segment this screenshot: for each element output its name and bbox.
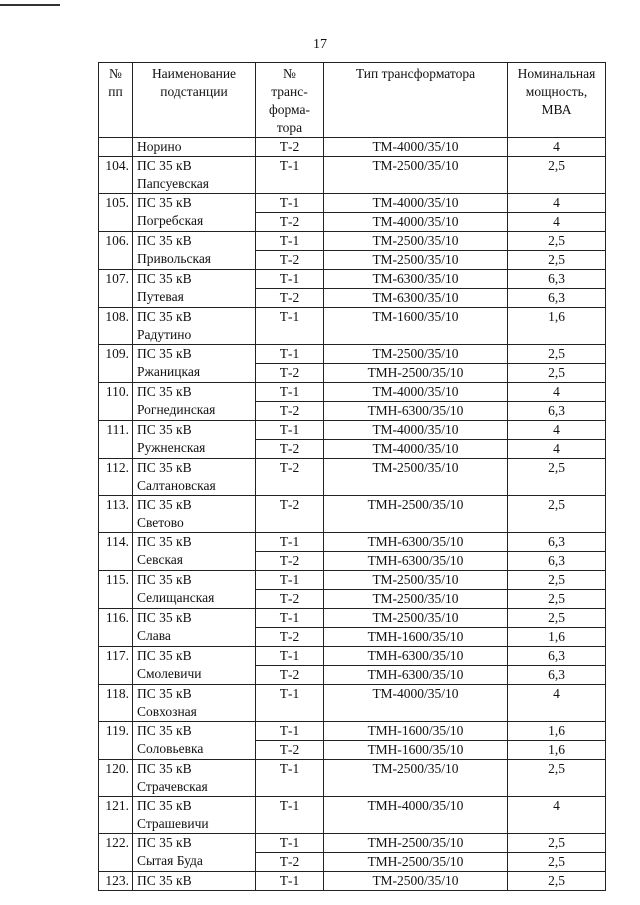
- transformer-type: ТМ-2500/35/10: [372, 460, 459, 475]
- substation-name: [133, 872, 256, 891]
- row-number: 111.: [99, 421, 133, 459]
- substation-name-line: Страшевичи: [137, 816, 209, 831]
- transformer-type-cell: [324, 834, 508, 872]
- transformer-type: ТМ-4000/35/10: [372, 214, 459, 229]
- substation-name-line: Норино: [137, 139, 182, 154]
- transformer-number: Т-1: [279, 873, 300, 888]
- rated-power-cell: [508, 345, 606, 383]
- substation-name: [133, 647, 256, 685]
- table-row: [99, 194, 606, 232]
- transformer-number-cell: [256, 872, 324, 891]
- rated-power: 6,3: [508, 533, 605, 552]
- rated-power: 4: [508, 421, 605, 440]
- substation-name: [133, 157, 256, 194]
- row-number: 122.: [99, 834, 133, 872]
- header-type: Тип трансформатора: [324, 63, 508, 138]
- substation-name-line: Радутино: [137, 327, 192, 342]
- row-number: 118.: [99, 685, 133, 722]
- rated-power: 2,5: [548, 761, 565, 776]
- transformer-number-cell: [256, 496, 324, 533]
- transformer-number-cell: [256, 157, 324, 194]
- header-name: Наименование подстанции: [133, 63, 256, 138]
- transformer-type: ТМ-1600/35/10: [372, 309, 459, 324]
- rated-power-cell: [508, 722, 606, 760]
- table-row: [99, 138, 606, 157]
- substation-name: [133, 421, 256, 459]
- substation-name-line: ПС 35 кВ: [137, 572, 192, 587]
- substation-name: [133, 270, 256, 308]
- substation-name: [133, 834, 256, 872]
- transformer-number: Т-1: [256, 194, 323, 213]
- row-number: [99, 138, 133, 157]
- rated-power: 4: [508, 383, 605, 402]
- substation-name: [133, 138, 256, 157]
- transformer-number-cell: [256, 722, 324, 760]
- substation-name-line: ПС 35 кВ: [137, 686, 192, 701]
- table-row: [99, 496, 606, 533]
- row-number: 120.: [99, 760, 133, 797]
- substation-name: [133, 609, 256, 647]
- substation-name-line: Соловьевка: [137, 741, 204, 756]
- transformer-type: ТМН-2500/35/10: [324, 834, 507, 853]
- transformer-number-cell: [256, 609, 324, 647]
- rated-power: 4: [553, 139, 560, 154]
- substation-name: [133, 345, 256, 383]
- transformer-number: Т-1: [279, 761, 300, 776]
- rated-power: 2,5: [508, 232, 605, 251]
- substation-table: [98, 62, 606, 891]
- table-row: [99, 834, 606, 872]
- transformer-type-cell: [324, 232, 508, 270]
- substation-name-line: ПС 35 кВ: [137, 648, 192, 663]
- transformer-type: ТМН-6300/35/10: [367, 553, 464, 568]
- table-row: [99, 421, 606, 459]
- transformer-type-cell: [324, 760, 508, 797]
- rated-power-cell: [508, 797, 606, 834]
- rated-power: 4: [553, 441, 560, 456]
- table-row: [99, 797, 606, 834]
- transformer-type-cell: [324, 308, 508, 345]
- substation-name-line: Погребская: [137, 213, 204, 228]
- row-number: 123.: [99, 872, 133, 891]
- transformer-number-cell: [256, 138, 324, 157]
- transformer-number-cell: [256, 383, 324, 421]
- substation-name-line: Сытая Буда: [137, 853, 203, 868]
- transformer-type: ТМН-1600/35/10: [367, 742, 464, 757]
- transformer-type-cell: [324, 496, 508, 533]
- transformer-type: ТМН-1600/35/10: [367, 629, 464, 644]
- substation-name-line: ПС 35 кВ: [137, 497, 192, 512]
- substation-name-line: ПС 35 кВ: [137, 761, 192, 776]
- row-number: 107.: [99, 270, 133, 308]
- substation-name: [133, 571, 256, 609]
- transformer-number-cell: [256, 270, 324, 308]
- rated-power: 4: [553, 214, 560, 229]
- table-body: [99, 138, 606, 891]
- row-number: 115.: [99, 571, 133, 609]
- transformer-number: Т-2: [279, 591, 300, 606]
- transformer-type-cell: [324, 345, 508, 383]
- transformer-number: Т-1: [256, 722, 323, 741]
- substation-name-line: Ружненская: [137, 440, 206, 455]
- transformer-number: Т-2: [279, 742, 300, 757]
- transformer-number-cell: [256, 647, 324, 685]
- transformer-number: Т-2: [279, 854, 300, 869]
- substation-name-line: ПС 35 кВ: [137, 798, 192, 813]
- table-row: [99, 383, 606, 421]
- table-row: [99, 760, 606, 797]
- rated-power: 6,3: [548, 667, 565, 682]
- transformer-type: ТМ-2500/35/10: [372, 591, 459, 606]
- row-number: 109.: [99, 345, 133, 383]
- transformer-number: Т-1: [256, 533, 323, 552]
- rated-power: 2,5: [508, 571, 605, 590]
- transformer-number-cell: [256, 685, 324, 722]
- transformer-type-cell: [324, 533, 508, 571]
- table-row: [99, 232, 606, 270]
- substation-name-line: Салтановская: [137, 478, 216, 493]
- transformer-number: Т-2: [279, 629, 300, 644]
- transformer-number: Т-1: [256, 232, 323, 251]
- table-row: [99, 685, 606, 722]
- substation-name: [133, 533, 256, 571]
- rated-power: 2,5: [548, 497, 565, 512]
- rated-power-cell: [508, 232, 606, 270]
- rated-power-cell: [508, 533, 606, 571]
- substation-name-line: Путевая: [137, 289, 184, 304]
- transformer-number: Т-1: [256, 421, 323, 440]
- transformer-number: Т-1: [279, 686, 300, 701]
- rated-power-cell: [508, 157, 606, 194]
- transformer-type-cell: [324, 270, 508, 308]
- rated-power-cell: [508, 647, 606, 685]
- substation-name-line: ПС 35 кВ: [137, 384, 192, 399]
- transformer-number: Т-2: [279, 252, 300, 267]
- transformer-number: Т-2: [279, 290, 300, 305]
- substation-name-line: ПС 35 кВ: [137, 271, 192, 286]
- row-number: 104.: [99, 157, 133, 194]
- transformer-type: ТМН-6300/35/10: [367, 403, 464, 418]
- rated-power: 2,5: [548, 591, 565, 606]
- transformer-number: Т-1: [256, 270, 323, 289]
- substation-name: [133, 685, 256, 722]
- transformer-type: ТМ-4000/35/10: [324, 421, 507, 440]
- transformer-type: ТМ-6300/35/10: [324, 270, 507, 289]
- transformer-type: ТМН-6300/35/10: [324, 647, 507, 666]
- transformer-number: Т-1: [256, 383, 323, 402]
- transformer-type: ТМ-4000/35/10: [324, 383, 507, 402]
- substation-name-line: ПС 35 кВ: [137, 835, 192, 850]
- transformer-number-cell: [256, 760, 324, 797]
- rated-power: 2,5: [548, 854, 565, 869]
- substation-name-line: Рогнединская: [137, 402, 216, 417]
- transformer-type: ТМ-2500/35/10: [324, 571, 507, 590]
- transformer-number: Т-1: [256, 345, 323, 364]
- substation-name: [133, 308, 256, 345]
- rated-power-cell: [508, 760, 606, 797]
- rated-power-cell: [508, 308, 606, 345]
- rated-power-cell: [508, 609, 606, 647]
- table-row: [99, 308, 606, 345]
- transformer-number: Т-1: [256, 834, 323, 853]
- transformer-number: Т-1: [279, 158, 300, 173]
- transformer-number-cell: [256, 533, 324, 571]
- rated-power-cell: [508, 421, 606, 459]
- rated-power: 2,5: [508, 834, 605, 853]
- row-number: 119.: [99, 722, 133, 760]
- row-number: 105.: [99, 194, 133, 232]
- transformer-number: Т-1: [279, 309, 300, 324]
- transformer-type-cell: [324, 421, 508, 459]
- transformer-type-cell: [324, 571, 508, 609]
- substation-name: [133, 797, 256, 834]
- rated-power-cell: [508, 496, 606, 533]
- substation-name-line: Ржаницкая: [137, 364, 201, 379]
- rated-power-cell: [508, 685, 606, 722]
- substation-name-line: Страчевская: [137, 779, 208, 794]
- substation-name-line: Селищанская: [137, 590, 215, 605]
- table-row: [99, 722, 606, 760]
- transformer-type-cell: [324, 157, 508, 194]
- transformer-number: Т-2: [279, 403, 300, 418]
- substation-name: [133, 459, 256, 496]
- transformer-number-cell: [256, 194, 324, 232]
- rated-power-cell: [508, 459, 606, 496]
- substation-name-line: ПС 35 кВ: [137, 233, 192, 248]
- table-row: [99, 270, 606, 308]
- substation-name: [133, 194, 256, 232]
- table-row: [99, 571, 606, 609]
- transformer-number: Т-2: [279, 553, 300, 568]
- transformer-number-cell: [256, 345, 324, 383]
- transformer-type-cell: [324, 685, 508, 722]
- rated-power: 6,3: [548, 553, 565, 568]
- header-num: № пп: [99, 63, 133, 138]
- rated-power: 6,3: [508, 270, 605, 289]
- transformer-type-cell: [324, 872, 508, 891]
- rated-power: 2,5: [548, 365, 565, 380]
- substation-name-line: ПС 35 кВ: [137, 873, 192, 888]
- substation-name: [133, 496, 256, 533]
- transformer-number: Т-2: [279, 667, 300, 682]
- table-row: [99, 157, 606, 194]
- substation-name-line: ПС 35 кВ: [137, 309, 192, 324]
- rated-power: 1,6: [548, 309, 565, 324]
- table-row: [99, 872, 606, 891]
- transformer-type: ТМН-1600/35/10: [324, 722, 507, 741]
- transformer-type-cell: [324, 194, 508, 232]
- substation-name-line: ПС 35 кВ: [137, 158, 192, 173]
- substation-name-line: Привольская: [137, 251, 212, 266]
- substation-name-line: Севская: [137, 552, 184, 567]
- rated-power-cell: [508, 383, 606, 421]
- transformer-type: ТМН-4000/35/10: [367, 798, 464, 813]
- transformer-type: ТМ-2500/35/10: [324, 232, 507, 251]
- page-number: 17: [313, 37, 327, 52]
- transformer-number: Т-2: [279, 365, 300, 380]
- substation-name-line: Совхозная: [137, 704, 197, 719]
- row-number: 106.: [99, 232, 133, 270]
- transformer-type: ТМ-2500/35/10: [372, 158, 459, 173]
- transformer-type: ТМ-6300/35/10: [372, 290, 459, 305]
- row-number: 116.: [99, 609, 133, 647]
- top-rule: [0, 4, 60, 6]
- rated-power: 2,5: [548, 158, 565, 173]
- rated-power: 2,5: [548, 873, 565, 888]
- rated-power-cell: [508, 571, 606, 609]
- transformer-number-cell: [256, 421, 324, 459]
- transformer-number: Т-2: [279, 497, 300, 512]
- row-number: 110.: [99, 383, 133, 421]
- transformer-number: Т-1: [256, 609, 323, 628]
- transformer-type-cell: [324, 609, 508, 647]
- substation-name-line: Папсуевская: [137, 176, 210, 191]
- substation-name: [133, 760, 256, 797]
- rated-power-cell: [508, 270, 606, 308]
- row-number: 112.: [99, 459, 133, 496]
- table-row: [99, 609, 606, 647]
- transformer-number: Т-1: [279, 798, 300, 813]
- header-power: Номинальная мощность, МВА: [508, 63, 606, 138]
- rated-power: 4: [553, 798, 560, 813]
- rated-power: 1,6: [508, 722, 605, 741]
- table-row: [99, 533, 606, 571]
- rated-power: 2,5: [508, 345, 605, 364]
- transformer-type: ТМ-4000/35/10: [324, 194, 507, 213]
- transformer-number-cell: [256, 797, 324, 834]
- transformer-type: ТМ-2500/35/10: [372, 873, 459, 888]
- substation-name: [133, 383, 256, 421]
- transformer-type: ТМ-4000/35/10: [372, 139, 459, 154]
- table-row: [99, 459, 606, 496]
- row-number: 108.: [99, 308, 133, 345]
- rated-power-cell: [508, 194, 606, 232]
- transformer-number: Т-2: [279, 214, 300, 229]
- substation-name: [133, 722, 256, 760]
- transformer-number: Т-1: [256, 647, 323, 666]
- substation-name-line: ПС 35 кВ: [137, 534, 192, 549]
- row-number: 121.: [99, 797, 133, 834]
- transformer-number: Т-2: [279, 139, 300, 154]
- transformer-type: ТМН-2500/35/10: [367, 854, 464, 869]
- table-row: [99, 345, 606, 383]
- substation-name-line: ПС 35 кВ: [137, 195, 192, 210]
- transformer-type: ТМ-2500/35/10: [324, 345, 507, 364]
- transformer-number: Т-1: [256, 571, 323, 590]
- rated-power-cell: [508, 834, 606, 872]
- rated-power: 6,3: [548, 290, 565, 305]
- table-row: [99, 647, 606, 685]
- rated-power: 1,6: [548, 629, 565, 644]
- substation-name-line: ПС 35 кВ: [137, 460, 192, 475]
- transformer-type-cell: [324, 722, 508, 760]
- rated-power-cell: [508, 138, 606, 157]
- rated-power-cell: [508, 872, 606, 891]
- transformer-number-cell: [256, 459, 324, 496]
- header-transformer-no: № транс- форма- тора: [256, 63, 324, 138]
- substation-name-line: ПС 35 кВ: [137, 723, 192, 738]
- transformer-type: ТМН-2500/35/10: [367, 497, 464, 512]
- rated-power: 2,5: [548, 252, 565, 267]
- transformer-number-cell: [256, 308, 324, 345]
- transformer-type: ТМН-2500/35/10: [367, 365, 464, 380]
- transformer-type-cell: [324, 383, 508, 421]
- transformer-type: ТМ-4000/35/10: [372, 686, 459, 701]
- rated-power: 6,3: [508, 647, 605, 666]
- substation-name-line: Слава: [137, 628, 171, 643]
- rated-power: 1,6: [548, 742, 565, 757]
- transformer-type-cell: [324, 459, 508, 496]
- transformer-type: ТМ-4000/35/10: [372, 441, 459, 456]
- substation-name: [133, 232, 256, 270]
- transformer-number: Т-2: [279, 460, 300, 475]
- transformer-number: Т-2: [279, 441, 300, 456]
- substation-name-line: ПС 35 кВ: [137, 346, 192, 361]
- transformer-number-cell: [256, 232, 324, 270]
- substation-name-line: Светово: [137, 515, 184, 530]
- transformer-type: ТМН-6300/35/10: [324, 533, 507, 552]
- rated-power: 4: [508, 194, 605, 213]
- row-number: 113.: [99, 496, 133, 533]
- transformer-type: ТМ-2500/35/10: [324, 609, 507, 628]
- transformer-type-cell: [324, 797, 508, 834]
- transformer-type: ТМ-2500/35/10: [372, 761, 459, 776]
- rated-power: 6,3: [548, 403, 565, 418]
- rated-power: 4: [553, 686, 560, 701]
- rated-power: 2,5: [508, 609, 605, 628]
- rated-power: 2,5: [548, 460, 565, 475]
- substation-name-line: Смолевичи: [137, 666, 202, 681]
- row-number: 117.: [99, 647, 133, 685]
- transformer-number-cell: [256, 571, 324, 609]
- row-number: 114.: [99, 533, 133, 571]
- transformer-type-cell: [324, 138, 508, 157]
- transformer-number-cell: [256, 834, 324, 872]
- substation-name-line: ПС 35 кВ: [137, 610, 192, 625]
- transformer-type: ТМ-2500/35/10: [372, 252, 459, 267]
- transformer-type-cell: [324, 647, 508, 685]
- header-row: [99, 63, 606, 138]
- transformer-type: ТМН-6300/35/10: [367, 667, 464, 682]
- substation-name-line: ПС 35 кВ: [137, 422, 192, 437]
